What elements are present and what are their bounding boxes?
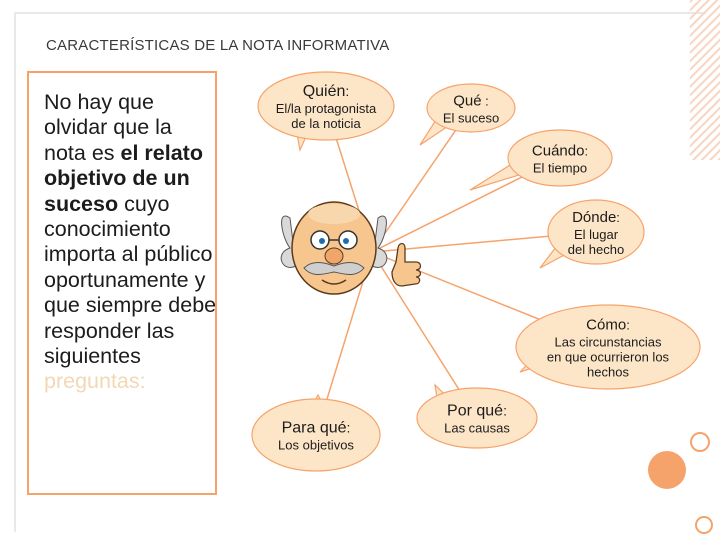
bubble-4-answer-line-0: Las circunstancias: [554, 334, 662, 350]
bubble-5-question-word: Por qué: [447, 402, 504, 420]
bubble-3-question-word: Dónde: [572, 209, 617, 226]
bubble-5: [417, 385, 537, 448]
bubble-0-answer-line-0: El/la protagonista: [275, 101, 377, 116]
bubble-5-question: [447, 403, 507, 420]
intro-emphasis: el relato objetivo de un suceso: [44, 140, 203, 216]
bubble-2-answer-line-0: El tiempo: [532, 160, 588, 176]
bubble-0-answer-line-1: de la noticia: [291, 116, 361, 131]
bubble-3-answer-line-0: El lugar: [573, 227, 619, 242]
intro-part-1: No hay que olvidar que la nota es: [44, 90, 172, 165]
bubble-0-question-word: Quién: [302, 83, 346, 100]
bubble-3: [540, 200, 644, 268]
bubble-2-question-colon: :: [584, 143, 589, 159]
bubble-6-question-word: Para qué: [281, 419, 347, 437]
bubble-0-question: [303, 83, 350, 100]
bubble-1-question-word: Qué: [453, 92, 482, 110]
bubble-4-question-colon: :: [626, 317, 630, 333]
bubble-1-question: [453, 93, 489, 110]
bubble-6-question-colon: :: [346, 419, 351, 436]
bubble-2-question: [532, 143, 588, 160]
bubble-6-answer-line-0: Los objetivos: [278, 437, 354, 453]
bubble-0-question-colon: :: [345, 83, 350, 99]
decor-circle-outline: [691, 433, 709, 451]
bubble-4-answer-line-2: hechos: [587, 364, 629, 380]
decor-circle-large: [648, 451, 686, 489]
intro-part-3: cuyo conocimiento importa al público oportunamente y que siempre debe responder las siguientes: [44, 191, 217, 369]
bubble-4-answer-line-1: en que ocurrieron los: [546, 349, 670, 365]
intro-preguntas: preguntas:: [44, 369, 146, 394]
bubble-3-answer-line-1: del hecho: [567, 242, 625, 257]
bubble-2: [470, 130, 612, 190]
bubble-3-question: [572, 209, 620, 226]
bubble-1-answer-line-0: El suceso: [442, 110, 500, 126]
bubble-2-question-word: Cuándo: [531, 142, 585, 160]
bubble-0: [258, 72, 394, 150]
bubble-6: [252, 395, 380, 471]
decor-circle-outline-2: [696, 517, 712, 533]
bubble-3-question-colon: :: [616, 210, 620, 225]
professor-face-icon: [281, 202, 387, 294]
bubble-1-question-colon: :: [481, 93, 489, 109]
bubble-4-question-word: Cómo: [586, 316, 627, 334]
slide-title: CARACTERÍSTICAS DE LA NOTA INFORMATIVA: [46, 37, 390, 54]
bubble-5-answer-line-0: Las causas: [444, 420, 510, 436]
bubble-4-question: [586, 317, 630, 334]
bubble-1: [420, 84, 515, 145]
bubble-6-question: [282, 420, 351, 437]
bubble-5-question-colon: :: [503, 402, 507, 419]
bubble-4: [516, 305, 700, 389]
